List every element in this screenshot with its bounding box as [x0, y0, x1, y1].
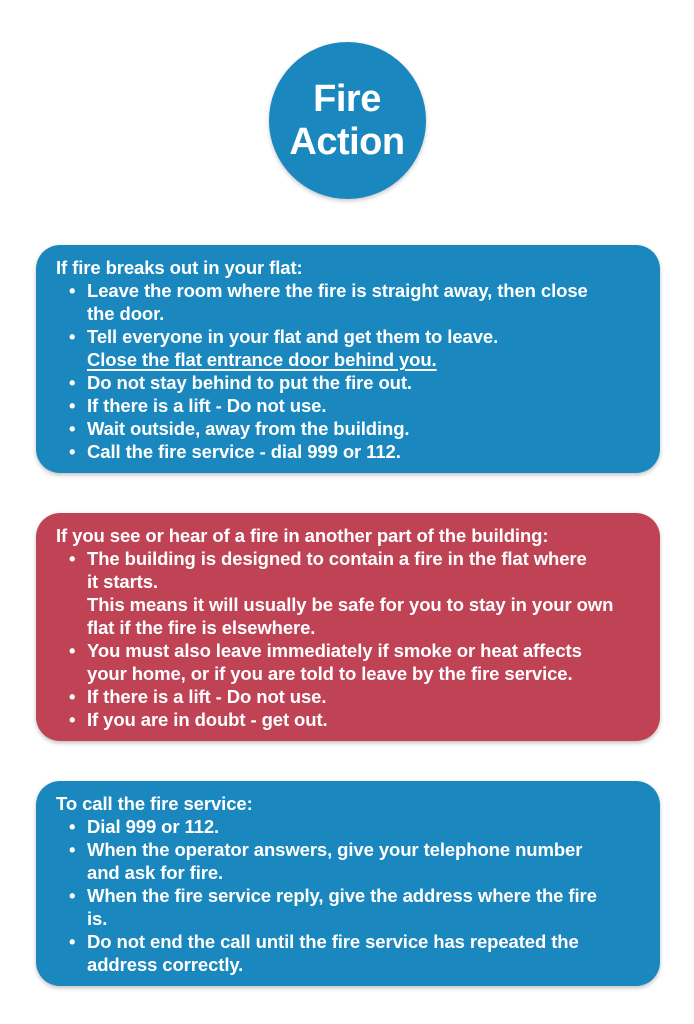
panel-heading: If fire breaks out in your flat:: [56, 257, 303, 278]
instruction-item: [56, 639, 640, 685]
instruction-item: [56, 685, 640, 708]
instruction-item: [56, 279, 640, 325]
instruction-line-underlined: Close the flat entrance door behind you.: [87, 349, 437, 370]
instruction-line: flat if the fire is elsewhere.: [87, 617, 316, 638]
instruction-panels: [0, 245, 694, 986]
instruction-item: [56, 884, 640, 930]
instruction-item: [56, 930, 640, 976]
panel-fire-elsewhere-in-building: [36, 513, 660, 741]
instruction-list: [56, 547, 640, 731]
instruction-line: • Do not stay behind to put the fire out.: [87, 372, 412, 393]
instruction-line: the door.: [87, 303, 165, 324]
instruction-line: it starts.: [87, 571, 158, 592]
instruction-list: [56, 279, 640, 463]
instruction-line: • If there is a lift - Do not use.: [87, 686, 327, 707]
instruction-line: • Do not end the call until the fire service has repeated the: [87, 931, 579, 952]
instruction-line: • You must also leave immediately if smoke or heat affects: [87, 640, 582, 661]
instruction-line: address correctly.: [87, 954, 244, 975]
instruction-line: • When the fire service reply, give the address where the fire: [87, 885, 597, 906]
instruction-line: your home, or if you are told to leave by the fire service.: [87, 663, 573, 684]
instruction-line: • Tell everyone in your flat and get them to leave.: [87, 326, 499, 347]
panel-fire-in-your-flat: [36, 245, 660, 473]
instruction-list: [56, 815, 640, 976]
instruction-line: and ask for fire.: [87, 862, 224, 883]
panel-call-fire-service: [36, 781, 660, 986]
fire-action-badge: [269, 42, 426, 199]
instruction-item: [56, 547, 640, 639]
instruction-item: [56, 325, 640, 371]
instruction-item: [56, 815, 640, 838]
instruction-line: This means it will usually be safe for you to stay in your own: [87, 594, 614, 615]
badge-title-line: Fire: [313, 77, 381, 120]
panel-heading: If you see or hear of a fire in another part of the building:: [56, 525, 549, 546]
instruction-item: [56, 417, 640, 440]
instruction-line: • If you are in doubt - get out.: [87, 709, 328, 730]
instruction-line: • Leave the room where the fire is straight away, then close: [87, 280, 588, 301]
instruction-line: • Dial 999 or 112.: [87, 816, 220, 837]
instruction-item: [56, 838, 640, 884]
instruction-line: • If there is a lift - Do not use.: [87, 395, 327, 416]
instruction-line: • When the operator answers, give your telephone number: [87, 839, 583, 860]
panel-heading: To call the fire service:: [56, 793, 253, 814]
instruction-line: • Call the fire service - dial 999 or 112.: [87, 441, 401, 462]
instruction-line: is.: [87, 908, 108, 929]
instruction-item: [56, 394, 640, 417]
instruction-line: • The building is designed to contain a fire in the flat where: [87, 548, 587, 569]
instruction-item: [56, 440, 640, 463]
instruction-item: [56, 371, 640, 394]
instruction-item: [56, 708, 640, 731]
instruction-line: • Wait outside, away from the building.: [87, 418, 410, 439]
badge-title-line: Action: [289, 120, 405, 163]
